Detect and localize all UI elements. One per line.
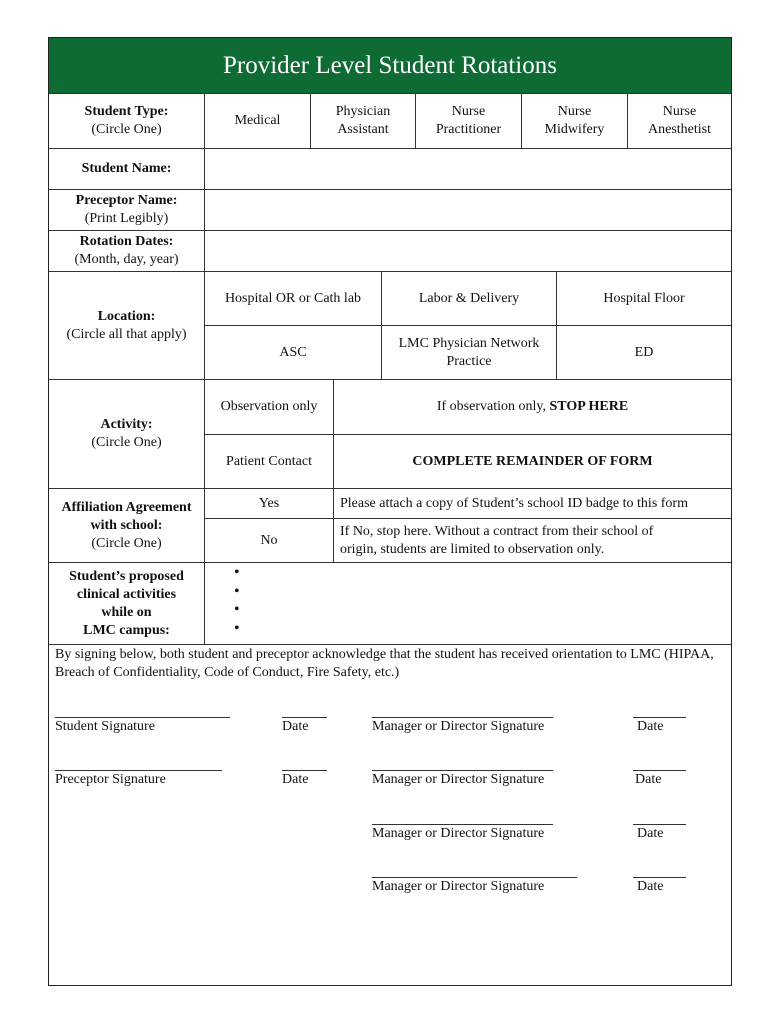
location-lmc-physician-network[interactable]: LMC Physician Network Practice	[398, 335, 540, 369]
preceptor-signature-label[interactable]: Preceptor Signature	[55, 772, 166, 787]
location-asc[interactable]: ASC	[279, 344, 307, 360]
form-title: Provider Level Student Rotations	[49, 38, 731, 93]
manager-signature-label[interactable]: Manager or Director Signature	[372, 719, 545, 734]
date-label[interactable]: Date	[635, 772, 662, 787]
date-label[interactable]: Date	[282, 719, 309, 734]
proposed-activity-bullet[interactable]	[234, 583, 240, 602]
affiliation-no-note: If No, stop here. Without a contract from their school of origin, students are limited to observation only.	[340, 523, 654, 557]
proposed-activity-bullet[interactable]	[234, 564, 240, 583]
student-type-label: Student Type: (Circle One)	[84, 103, 169, 137]
proposed-activities-label: Student’s proposed clinical activities while on LMC campus:	[69, 568, 184, 638]
preceptor-name-label: Preceptor Name: (Print Legibly)	[75, 193, 178, 226]
student-name-field[interactable]	[205, 149, 731, 189]
option-nurse-midwifery[interactable]: Nurse Midwifery	[544, 104, 605, 137]
option-physician-assistant[interactable]: Physician Assistant	[335, 104, 391, 137]
location-hospital-floor[interactable]: Hospital Floor	[603, 290, 685, 306]
option-nurse-anesthetist[interactable]: Nurse Anesthetist	[648, 104, 711, 137]
affiliation-label: Affiliation Agreement with school: (Circle One)	[61, 499, 192, 551]
manager-signature-label[interactable]: Manager or Director Signature	[372, 879, 545, 894]
complete-remainder-note: COMPLETE REMAINDER OF FORM	[412, 453, 653, 469]
location-ed[interactable]: ED	[634, 344, 654, 360]
proposed-activity-bullet[interactable]	[234, 620, 240, 639]
manager-signature-label[interactable]: Manager or Director Signature	[372, 826, 545, 841]
manager-signature-label[interactable]: Manager or Director Signature	[372, 772, 545, 787]
activity-label: Activity: (Circle One)	[91, 417, 162, 450]
date-label[interactable]: Date	[637, 826, 664, 841]
date-label[interactable]: Date	[637, 719, 664, 734]
date-label[interactable]: Date	[637, 879, 664, 894]
rotation-dates-label: Rotation Dates: (Month, day, year)	[74, 234, 179, 267]
preceptor-name-field[interactable]	[205, 190, 731, 230]
student-name-label: Student Name:	[81, 161, 172, 176]
affiliation-yes-note: Please attach a copy of Student’s school ID badge to this form	[340, 495, 688, 511]
observation-stop-note: If observation only, STOP HERE	[436, 399, 629, 414]
rotation-dates-field[interactable]	[205, 231, 731, 271]
option-medical[interactable]: Medical	[234, 113, 281, 128]
proposed-activities-list[interactable]	[234, 564, 240, 638]
affiliation-yes[interactable]: Yes	[258, 495, 280, 511]
proposed-activity-bullet[interactable]	[234, 601, 240, 620]
student-signature-label[interactable]: Student Signature	[55, 719, 155, 734]
location-label: Location: (Circle all that apply)	[66, 308, 187, 342]
option-nurse-practitioner[interactable]: Nurse Practitioner	[435, 104, 502, 137]
rotation-form	[48, 37, 732, 986]
location-hospital-or[interactable]: Hospital OR or Cath lab	[224, 290, 362, 306]
acknowledgement-text: By signing below, both student and preceptor acknowledge that the student has received orientation to LMC (HIPAA, Breach of Confidentiality, Code of Conduct, Fire Safety, etc.)	[55, 647, 714, 680]
affiliation-no[interactable]: No	[260, 532, 278, 548]
activity-patient-contact[interactable]: Patient Contact	[226, 453, 312, 469]
location-labor-delivery[interactable]: Labor & Delivery	[418, 290, 520, 306]
activity-observation-only[interactable]: Observation only	[220, 399, 318, 414]
date-label[interactable]: Date	[282, 772, 309, 787]
